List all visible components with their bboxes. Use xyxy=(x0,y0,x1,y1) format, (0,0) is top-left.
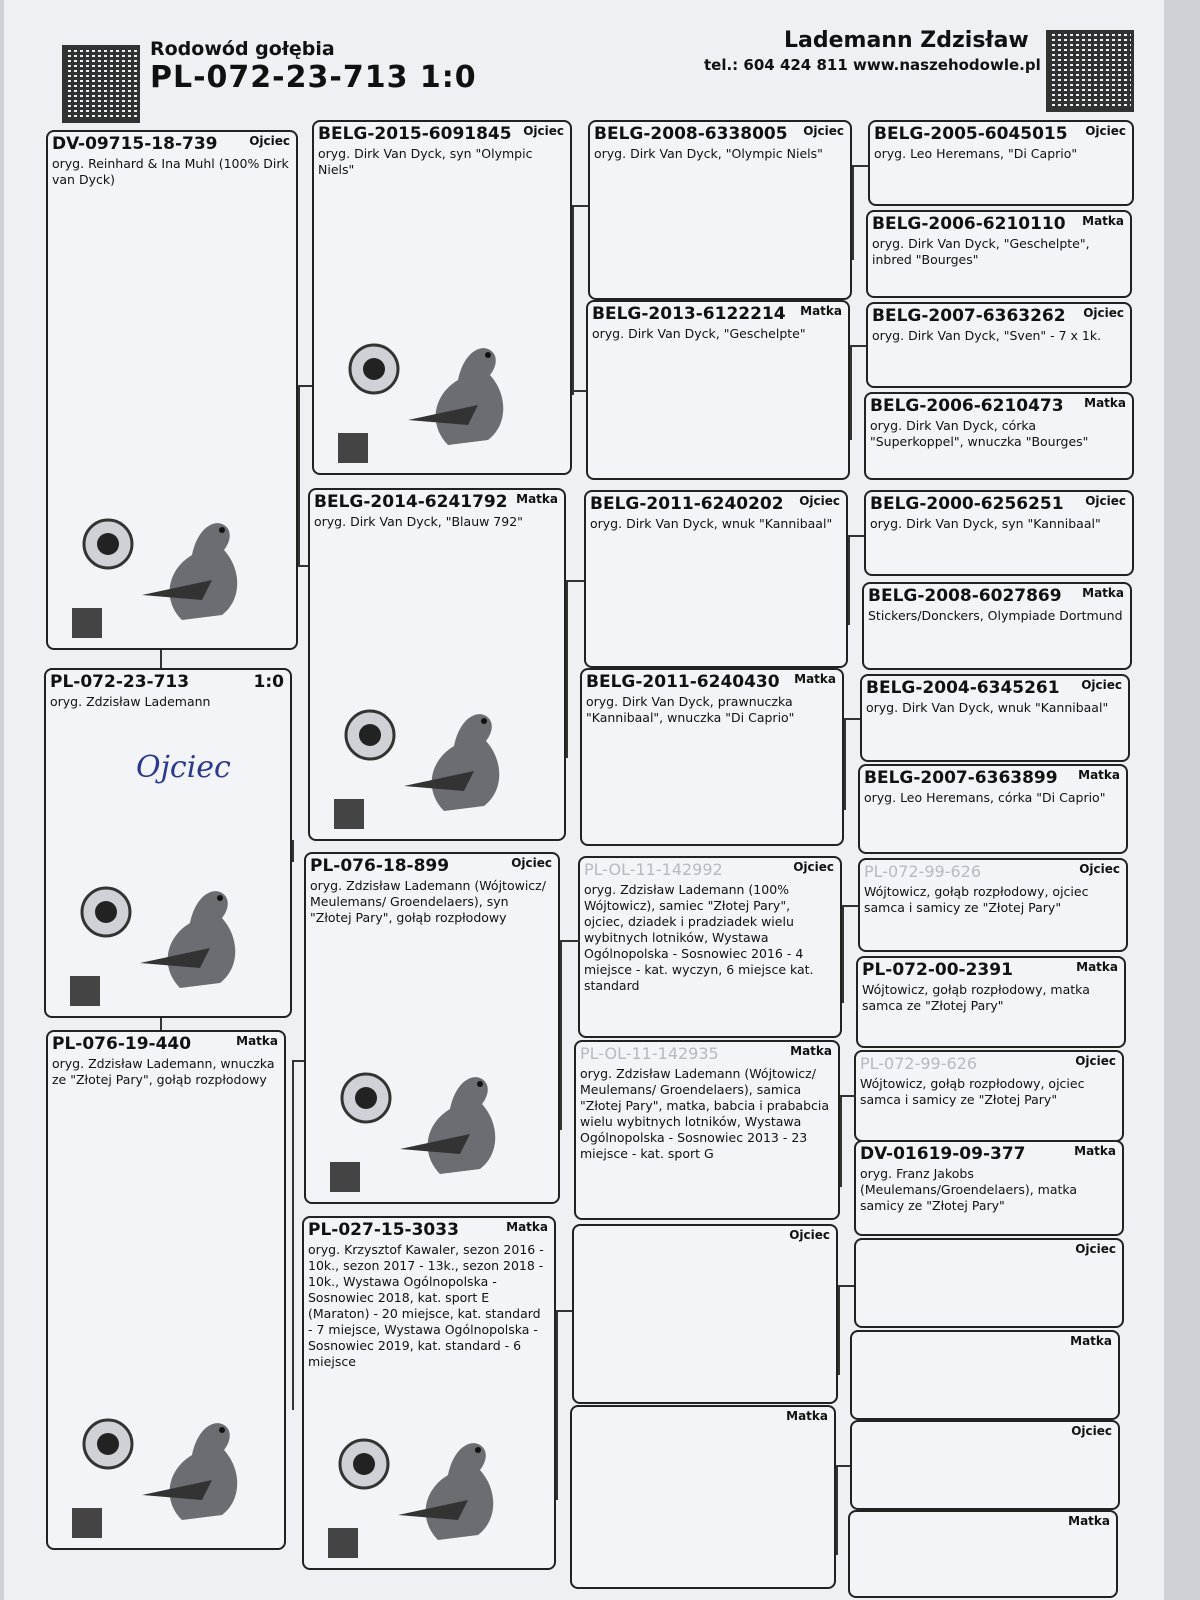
card-sex-label: Ojciec xyxy=(799,494,840,508)
pigeon-photo-icon xyxy=(338,325,538,465)
connector-line xyxy=(842,905,858,907)
connector-line xyxy=(292,1060,294,1410)
pedigree-card xyxy=(312,120,572,475)
pedigree-card xyxy=(588,120,852,300)
card-description: Wójtowicz, gołąb rozpłodowy, ojciec samca i samicy ze "Złotej Pary" xyxy=(864,884,1089,915)
pedigree-card xyxy=(578,856,842,1038)
pigeon-photo-icon xyxy=(328,1420,528,1560)
card-description: oryg. Zdzisław Lademann (100% Wójtowicz), samiec "Złotej Pary", ojciec, dziadek i pradziadek wielu wybitnych lotników, Wystawa Ogólnopolska - Sosnowiec 2016 - 4 miejsce - kat. wyczyn, 6 miejsce kat. standard xyxy=(584,882,814,993)
handwritten-note: Ojciec xyxy=(136,750,231,785)
pedigree-card xyxy=(44,668,292,1018)
pedigree-card xyxy=(854,1050,1124,1142)
connector-line xyxy=(566,580,568,758)
card-ring-number: BELG-2006-6210110 xyxy=(872,214,1066,234)
card-ring-number: BELG-2005-6045015 xyxy=(874,124,1068,144)
connector-line xyxy=(852,165,854,260)
card-sex-label: Ojciec xyxy=(1075,1054,1116,1068)
card-ring-number: BELG-2011-6240430 xyxy=(586,672,780,692)
card-sex-label: Ojciec xyxy=(789,1228,830,1242)
pigeon-photo-icon xyxy=(70,868,270,1008)
pedigree-card xyxy=(860,674,1130,762)
card-description: oryg. Dirk Van Dyck, "Geschelpte" xyxy=(592,326,806,341)
pedigree-card xyxy=(866,302,1132,388)
card-description: oryg. Dirk Van Dyck, córka "Superkoppel", wnuczka "Bourges" xyxy=(870,418,1089,449)
connector-line xyxy=(298,385,300,565)
card-sex-label: Matka xyxy=(1078,768,1120,782)
pigeon-photo-icon xyxy=(72,1400,272,1540)
card-sex-label: Ojciec xyxy=(1085,494,1126,508)
card-description: oryg. Dirk Van Dyck, "Geschelpte", inbred "Bourges" xyxy=(872,236,1090,267)
card-ring-number: DV-09715-18-739 xyxy=(52,134,218,154)
card-sex-label: Matka xyxy=(786,1409,828,1423)
card-sex-label: Matka xyxy=(1082,214,1124,228)
pedigree-card xyxy=(574,1040,840,1220)
card-sex-label: 1:0 xyxy=(253,672,284,692)
connector-line xyxy=(842,905,844,1003)
connector-line xyxy=(848,535,864,537)
card-sex-label: Matka xyxy=(516,492,558,506)
card-ring-number: BELG-2006-6210473 xyxy=(870,396,1064,416)
pedigree-card xyxy=(572,1224,838,1404)
card-sex-label: Ojciec xyxy=(523,124,564,138)
connector-line xyxy=(572,205,574,395)
card-description: oryg. Leo Heremans, "Di Caprio" xyxy=(874,146,1078,161)
qr-code-left-icon xyxy=(62,45,140,123)
connector-line xyxy=(556,1310,572,1312)
connector-line xyxy=(850,345,866,347)
connector-line xyxy=(560,940,562,1130)
card-ring-number: PL-OL-11-142992 xyxy=(584,860,723,879)
document-title: Rodowód gołębia xyxy=(150,38,335,60)
pedigree-card xyxy=(46,130,298,650)
connector-line xyxy=(298,385,312,387)
card-sex-label: Matka xyxy=(1068,1514,1110,1528)
card-description: oryg. Dirk Van Dyck, syn "Kannibaal" xyxy=(870,516,1101,531)
breeder-name: Lademann Zdzisław xyxy=(784,28,1029,53)
card-ring-number: BELG-2004-6345261 xyxy=(866,678,1060,698)
connector-line xyxy=(572,390,586,392)
pedigree-card xyxy=(854,1238,1124,1328)
card-sex-label: Ojciec xyxy=(1079,862,1120,876)
breeder-contact: tel.: 604 424 811 www.naszehodowle.pl xyxy=(704,56,1041,74)
card-sex-label: Ojciec xyxy=(1081,678,1122,692)
card-sex-label: Ojciec xyxy=(1071,1424,1112,1438)
pedigree-card xyxy=(304,852,560,1204)
card-sex-label: Matka xyxy=(1082,586,1124,600)
pedigree-card xyxy=(580,668,844,846)
card-description: oryg. Dirk Van Dyck, prawnuczka "Kannibaal", wnuczka "Di Caprio" xyxy=(586,694,795,725)
pedigree-card xyxy=(854,1140,1124,1236)
main-ring-number: PL-072-23-713 1:0 xyxy=(150,60,477,95)
card-ring-number: PL-072-99-626 xyxy=(860,1054,978,1073)
card-description: oryg. Franz Jakobs (Meulemans/Groendelaers), matka samicy ze "Złotej Pary" xyxy=(860,1166,1078,1213)
card-description: oryg. Dirk Van Dyck, "Sven" - 7 x 1k. xyxy=(872,328,1102,343)
pigeon-photo-icon xyxy=(334,691,534,831)
card-description: oryg. Leo Heremans, córka "Di Caprio" xyxy=(864,790,1106,805)
card-sex-label: Matka xyxy=(236,1034,278,1048)
pedigree-card xyxy=(850,1330,1120,1420)
connector-line xyxy=(292,840,294,862)
card-ring-number: PL-072-00-2391 xyxy=(862,960,1013,980)
connector-line xyxy=(160,1018,162,1030)
card-ring-number: PL-076-19-440 xyxy=(52,1034,192,1054)
card-description: oryg. Dirk Van Dyck, wnuk "Kannibaal" xyxy=(590,516,833,531)
card-description: Wójtowicz, gołąb rozpłodowy, ojciec samca i samicy ze "Złotej Pary" xyxy=(860,1076,1085,1107)
card-ring-number: BELG-2008-6338005 xyxy=(594,124,788,144)
connector-line xyxy=(840,1095,842,1187)
card-ring-number: BELG-2013-6122214 xyxy=(592,304,786,324)
card-sex-label: Matka xyxy=(794,672,836,686)
pedigree-card xyxy=(866,210,1132,298)
connector-line xyxy=(848,535,850,625)
card-ring-number: BELG-2014-6241792 xyxy=(314,492,508,512)
connector-line xyxy=(556,1310,558,1500)
card-ring-number: BELG-2000-6256251 xyxy=(870,494,1064,514)
pedigree-card xyxy=(302,1216,556,1570)
card-sex-label: Ojciec xyxy=(511,856,552,870)
card-description: oryg. Dirk Van Dyck, "Blauw 792" xyxy=(314,514,523,529)
connector-line xyxy=(844,718,860,720)
card-description: oryg. Dirk Van Dyck, wnuk "Kannibaal" xyxy=(866,700,1109,715)
qr-code-right-icon xyxy=(1046,30,1134,112)
card-description: oryg. Zdzisław Lademann, wnuczka ze "Złotej Pary", gołąb rozpłodowy xyxy=(52,1056,275,1087)
pedigree-card xyxy=(570,1405,836,1589)
connector-line xyxy=(566,580,584,582)
pedigree-card xyxy=(858,764,1128,854)
pigeon-photo-icon xyxy=(72,500,272,640)
pedigree-card xyxy=(850,1420,1120,1510)
card-sex-label: Matka xyxy=(1084,396,1126,410)
card-sex-label: Matka xyxy=(1070,1334,1112,1348)
connector-line xyxy=(572,205,588,207)
pedigree-card xyxy=(864,490,1134,576)
card-ring-number: PL-072-23-713 xyxy=(50,672,190,692)
connector-line xyxy=(844,718,846,810)
card-sex-label: Matka xyxy=(800,304,842,318)
connector-line xyxy=(836,1465,838,1555)
card-description: oryg. Reinhard & Ina Muhl (100% Dirk van Dyck) xyxy=(52,156,289,187)
card-description: oryg. Zdzisław Lademann (Wójtowicz/ Meulemans/ Groendelaers), syn "Złotej Pary", gołąb rozpłodowy xyxy=(310,878,546,925)
card-description: oryg. Dirk Van Dyck, syn "Olympic Niels" xyxy=(318,146,533,177)
pedigree-card xyxy=(862,582,1132,670)
card-description: oryg. Krzysztof Kawaler, sezon 2016 - 10k., sezon 2017 - 13k., sezon 2018 - 10k., Wystawa Ogólnopolska - Sosnowiec 2018, kat. sport E (Maraton) - 20 miejsce, kat. standard - 7 miejsce, Wystawa Ogólnopolska - Sosnowiec 2019, kat. standard - 6 miejsce xyxy=(308,1242,544,1369)
card-sex-label: Matka xyxy=(1076,960,1118,974)
pigeon-photo-icon xyxy=(330,1054,530,1194)
connector-line xyxy=(298,565,308,567)
pedigree-card xyxy=(858,858,1128,952)
card-sex-label: Ojciec xyxy=(803,124,844,138)
connector-line xyxy=(838,1285,854,1287)
pedigree-card xyxy=(46,1030,286,1550)
card-sex-label: Ojciec xyxy=(1075,1242,1116,1256)
card-ring-number: PL-OL-11-142935 xyxy=(580,1044,719,1063)
card-ring-number: PL-076-18-899 xyxy=(310,856,450,876)
connector-line xyxy=(850,345,852,440)
pedigree-card xyxy=(864,392,1134,480)
card-sex-label: Ojciec xyxy=(1083,306,1124,320)
card-sex-label: Ojciec xyxy=(249,134,290,148)
pedigree-card xyxy=(856,956,1126,1048)
pedigree-card xyxy=(848,1510,1118,1598)
pedigree-card xyxy=(868,120,1134,206)
card-description: oryg. Zdzisław Lademann (Wójtowicz/ Meulemans/ Groendelaers), samica "Złotej Pary", matka, babcia i prababcia wielu wybitnych lotników, Wystawa Ogólnopolska - Sosnowiec 2013 - 23 miejsce - kat. sport G xyxy=(580,1066,830,1161)
card-sex-label: Matka xyxy=(1074,1144,1116,1158)
connector-line xyxy=(560,940,580,942)
card-ring-number: PL-027-15-3033 xyxy=(308,1220,459,1240)
card-description: oryg. Zdzisław Lademann xyxy=(50,694,211,709)
card-description: oryg. Dirk Van Dyck, "Olympic Niels" xyxy=(594,146,823,161)
card-ring-number: DV-01619-09-377 xyxy=(860,1144,1026,1164)
pedigree-card xyxy=(584,490,848,668)
card-description: Stickers/Donckers, Olympiade Dortmund xyxy=(868,608,1123,623)
card-sex-label: Matka xyxy=(790,1044,832,1058)
card-description: Wójtowicz, gołąb rozpłodowy, matka samca ze "Złotej Pary" xyxy=(862,982,1090,1013)
pedigree-card xyxy=(308,488,566,841)
card-sex-label: Ojciec xyxy=(1085,124,1126,138)
card-ring-number: BELG-2007-6363262 xyxy=(872,306,1066,326)
connector-line xyxy=(836,1465,850,1467)
card-ring-number: BELG-2008-6027869 xyxy=(868,586,1062,606)
connector-line xyxy=(840,1095,856,1097)
card-ring-number: PL-072-99-626 xyxy=(864,862,982,881)
card-ring-number: BELG-2015-6091845 xyxy=(318,124,512,144)
card-ring-number: BELG-2007-6363899 xyxy=(864,768,1058,788)
card-sex-label: Ojciec xyxy=(793,860,834,874)
connector-line xyxy=(852,165,868,167)
connector-line xyxy=(838,1285,840,1375)
pedigree-card xyxy=(586,300,850,480)
card-sex-label: Matka xyxy=(506,1220,548,1234)
card-ring-number: BELG-2011-6240202 xyxy=(590,494,784,514)
connector-line xyxy=(160,650,162,668)
